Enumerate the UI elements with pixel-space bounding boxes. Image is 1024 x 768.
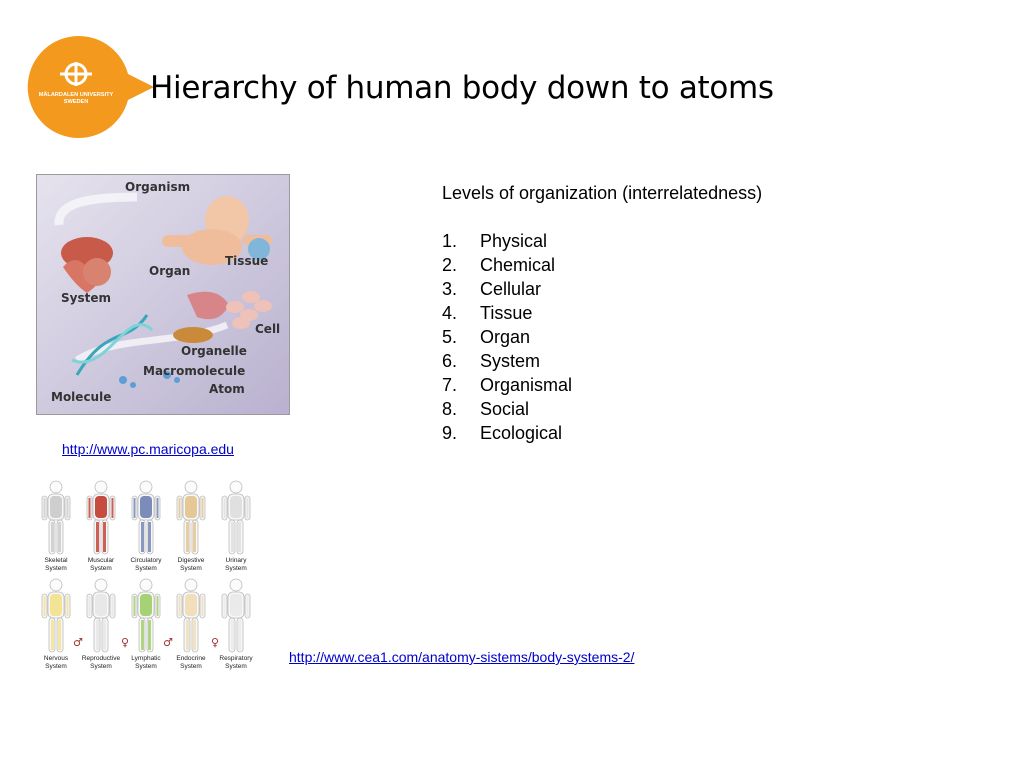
list-number: 2.	[442, 255, 458, 275]
body-system-label: Digestive System	[177, 557, 205, 572]
cea1-link[interactable]: http://www.cea1.com/anatomy-sistems/body-systems-2/	[289, 649, 635, 665]
body-system-item	[214, 576, 258, 674]
list-item	[442, 421, 772, 445]
list-label: Organismal	[480, 375, 573, 395]
body-system-item	[34, 576, 78, 674]
university-logo	[24, 36, 154, 138]
label-tissue: Tissue	[225, 254, 269, 268]
body-system-item	[214, 478, 258, 576]
body-system-item	[124, 576, 168, 674]
body-system-item	[34, 478, 78, 576]
list-item	[442, 229, 772, 253]
body-system-label: Nervous System	[43, 655, 69, 670]
list-label: Ecological	[480, 423, 563, 443]
list-number: 6.	[442, 351, 458, 371]
body-figure	[34, 478, 78, 556]
male-symbol: ♂	[163, 636, 173, 649]
body-figure	[169, 478, 213, 556]
gender-symbols	[73, 636, 129, 649]
list-label: Chemical	[480, 255, 556, 275]
female-symbol: ♀	[210, 636, 219, 649]
list-label: Physical	[480, 231, 548, 251]
body-system-label: Reproductive System	[81, 655, 121, 670]
label-system: System	[61, 291, 111, 305]
levels-intro: Levels of organization (interrelatedness)	[442, 183, 763, 203]
list-label: Cellular	[480, 279, 542, 299]
body-systems-illustration	[34, 478, 258, 674]
logo-badge	[24, 36, 154, 138]
label-cell: Cell	[255, 322, 281, 336]
hierarchy-illustration	[36, 174, 290, 415]
body-figure	[124, 576, 168, 654]
page-title: Hierarchy of human body down to atoms	[150, 70, 774, 106]
label-molecule: Molecule	[51, 390, 112, 404]
body-system-label: Lymphatic System	[131, 655, 161, 670]
label-macromolecule: Macromolecule	[143, 364, 246, 378]
body-system-label: Urinary System	[225, 557, 247, 572]
body-system-label: Skeletal System	[44, 557, 68, 572]
list-number: 9.	[442, 423, 458, 443]
list-item	[442, 349, 772, 373]
list-label: System	[480, 351, 541, 371]
logo-text-line2: SWEDEN	[63, 99, 89, 105]
body-system-item	[73, 576, 129, 674]
levels-textbox	[442, 181, 772, 445]
list-label: Tissue	[480, 303, 533, 323]
list-number: 7.	[442, 375, 458, 395]
body-system-item	[169, 478, 213, 576]
male-symbol: ♂	[73, 636, 83, 649]
body-system-label: Respiratory System	[219, 655, 253, 670]
body-system-item	[79, 478, 123, 576]
body-figure	[79, 478, 123, 556]
list-item	[442, 325, 772, 349]
body-figure	[34, 576, 78, 654]
body-system-item	[124, 478, 168, 576]
label-organelle: Organelle	[181, 344, 247, 358]
body-system-label: Muscular System	[87, 557, 115, 572]
body-figure	[214, 576, 258, 654]
list-label: Organ	[480, 327, 531, 347]
list-label: Social	[480, 399, 530, 419]
list-item	[442, 397, 772, 421]
list-item	[442, 253, 772, 277]
list-number: 4.	[442, 303, 458, 323]
maricopa-link[interactable]: http://www.pc.maricopa.edu	[62, 441, 234, 457]
list-number: 5.	[442, 327, 458, 347]
label-organism: Organism	[125, 180, 191, 194]
list-number: 8.	[442, 399, 458, 419]
female-symbol: ♀	[120, 636, 129, 649]
list-item	[442, 373, 772, 397]
label-atom: Atom	[209, 382, 245, 396]
list-number: 3.	[442, 279, 458, 299]
body-system-label: Endocrine System	[176, 655, 206, 670]
body-system-label: Circulatory System	[130, 557, 162, 572]
body-figure	[124, 478, 168, 556]
list-item	[442, 301, 772, 325]
body-system-item	[163, 576, 219, 674]
body-figure	[214, 478, 258, 556]
label-organ: Organ	[149, 264, 191, 278]
gender-symbols	[163, 636, 219, 649]
list-number: 1.	[442, 231, 458, 251]
levels-list	[442, 229, 772, 445]
logo-text-line1: MÄLARDALEN UNIVERSITY	[38, 92, 114, 98]
list-item	[442, 277, 772, 301]
